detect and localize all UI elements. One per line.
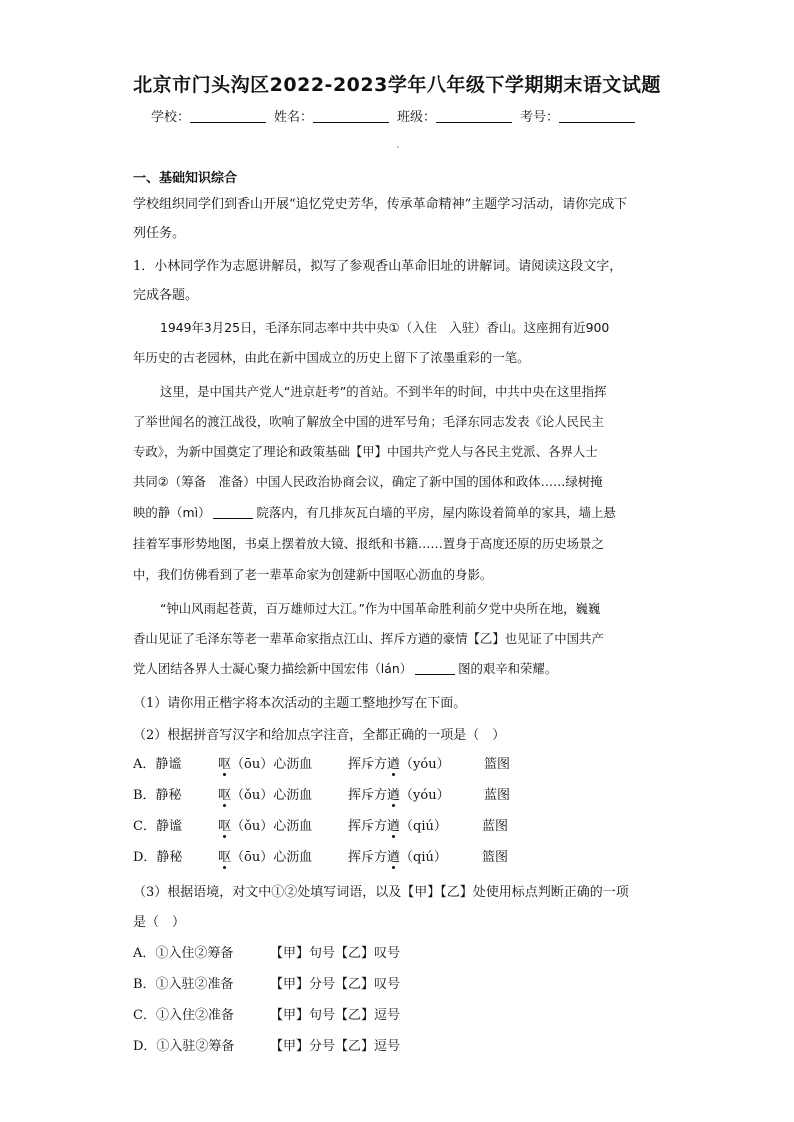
question-1-line-1: 1．小林同学作为志愿讲解员，拟写了参观香山革命旧址的讲解词。请阅读这段文字，	[133, 259, 623, 274]
sub-question-1: （1）请你用正楷字将本次活动的主题工整地抄写在下面。	[133, 696, 467, 711]
passage-p3-line-2: 香山见证了毛泽东等老一辈革命家指点江山、挥斥方遒的豪情【乙】也见证了中国共产	[133, 631, 604, 646]
school-label: 学校：	[150, 110, 190, 125]
passage-p2-line-1: 这里，是中国共产党人“进京赶考”的首站。不到半年的时间，中共中央在这里指挥	[160, 384, 607, 399]
passage-p2-line-5: 映的静（mì） 院落内，有几排灰瓦白墙的平房，屋内陈设着简单的家具，墙上悬	[133, 505, 616, 520]
passage-p3-line-3: 党人团结各界人士凝心聚力描绘新中国宏伟（lán） 图的艰辛和荣耀。	[133, 661, 558, 676]
class-blank	[436, 110, 512, 123]
page-title: 北京市门头沟区2022-2023学年八年级下学期期末语文试题	[133, 74, 661, 96]
name-blank	[313, 110, 389, 123]
sub-question-3-line-1: （3）根据语境，对文中①②处填写词语，以及【甲】【乙】处使用标点判断正确的一项	[133, 885, 629, 900]
question-1-line-2: 完成各题。	[133, 288, 199, 303]
class-label: 班级：	[397, 110, 437, 125]
scan-speck	[397, 146, 399, 148]
number-label: 考号：	[520, 110, 560, 125]
sub-question-3-line-2: 是（ ）	[133, 915, 186, 930]
exam-page: 北京市门头沟区2022-2023学年八年级下学期期末语文试题 学校： 姓名： 班级： 考号： 一、基础知识综合 学校组织同学们到香山开展“追忆党史芳华，传承革命精神”主题学习活动，请你完成下 列任务。 1．小林同学作为志愿讲解员，拟写了参观香山革命旧址的讲解词。请阅读这段文字， 完成各题。 1949年3月25日，毛泽东同志率中共中央①（入住 入驻）香山。这座拥有近900 年历史的古老园林，由此在新中国成立的历史上留下了浓墨重彩的一笔。 这里，是中国共产党人“进京赶考”的首站。不到半年的时间，中共中央在这里指挥 了举世闻名的渡江战役，吹响了解放全中国的进军号角；毛泽东同志发表《论人民民主 专政》，为新中国奠定了理论和政策基础【甲】中国共产党人与各民主党派、各界人士 共同②（筹备 准备）中国人民政治协商会议，确定了新中国的国体和政体……绿树掩 映的静（mì） 院落内，有几排灰瓦白墙的平房，屋内陈设着简单的家具，墙上悬 挂着军事形势地图，书桌上摆着放大镜、报纸和书籍……置身于高度还原的历史场景之 中，我们仿佛看到了老一辈革命家为创建新中国呕心沥血的身影。 “钟山风雨起苍黄，百万雄师过大江。”作为中国革命胜利前夕党中央所在地，巍巍 香山见证了毛泽东等老一辈革命家指点江山、挥斥方遒的豪情【乙】也见证了中国共产 党人团结各界人士凝心聚力描绘新中国宏伟（lán） 图的艰辛和荣耀。 （1）请你用正楷字将本次活动的主题工整地抄写在下面。 （2）根据拼音写汉字和给加点字注音，全都正确的一项是（ ） A．静谧 呕（ōu）心沥血 挥斥方遒（yóu） 篮图 B．静秘 呕（ǒu）心沥血 挥斥方遒（yóu） 蓝图 C．静谧 呕（ǒu）心沥血 挥斥方遒（qiú） 蓝图 D．静秘 呕（ōu）心沥血 挥斥方遒（qiú） 篮图 （3）根据语境，对文中①②处填写词语，以及【甲】【乙】处使用标点判断正确的一项 是（ ） A．①入住②筹备 【甲】句号【乙】叹号 B．①入驻②准备 【甲】分号【乙】叹号 C．①入住②准备 【甲】句号【乙】逗号 D．①入驻②筹备 【甲】分号【乙】逗号	[0, 0, 794, 1122]
intro-line-1: 学校组织同学们到香山开展“追忆党史芳华，传承革命精神”主题学习活动，请你完成下	[133, 197, 628, 212]
section-heading: 一、基础知识综合	[133, 171, 238, 186]
fill-blank-underline	[415, 663, 455, 675]
intro-line-2: 列任务。	[133, 226, 186, 241]
passage-p2-line-4: 共同②（筹备 准备）中国人民政治协商会议，确定了新中国的国体和政体……绿树掩	[133, 474, 603, 489]
passage-p2-line-3: 专政》，为新中国奠定了理论和政策基础【甲】中国共产党人与各民主党派、各界人士	[133, 444, 598, 459]
passage-p3-line-1: “钟山风雨起苍黄，百万雄师过大江。”作为中国革命胜利前夕党中央所在地，巍巍	[160, 601, 601, 616]
passage-p1-line-2: 年历史的古老园林，由此在新中国成立的历史上留下了浓墨重彩的一笔。	[133, 350, 530, 365]
passage-p2-line-2: 了举世闻名的渡江战役，吹响了解放全中国的进军号角；毛泽东同志发表《论人民民主	[133, 414, 604, 429]
sub-question-2: （2）根据拼音写汉字和给加点字注音，全都正确的一项是（ ）	[133, 728, 506, 743]
name-label: 姓名：	[273, 110, 313, 125]
fill-blank-underline	[213, 507, 253, 519]
passage-p1-line-1: 1949年3月25日，毛泽东同志率中共中央①（入住 入驻）香山。这座拥有近900	[160, 320, 610, 335]
number-blank	[559, 110, 635, 123]
student-info-line	[0, 106, 794, 125]
passage-p2-line-7: 中，我们仿佛看到了老一辈革命家为创建新中国呕心沥血的身影。	[133, 567, 493, 582]
school-blank	[190, 110, 266, 123]
passage-p2-line-6: 挂着军事形势地图，书桌上摆着放大镜、报纸和书籍……置身于高度还原的历史场景之	[133, 536, 604, 551]
